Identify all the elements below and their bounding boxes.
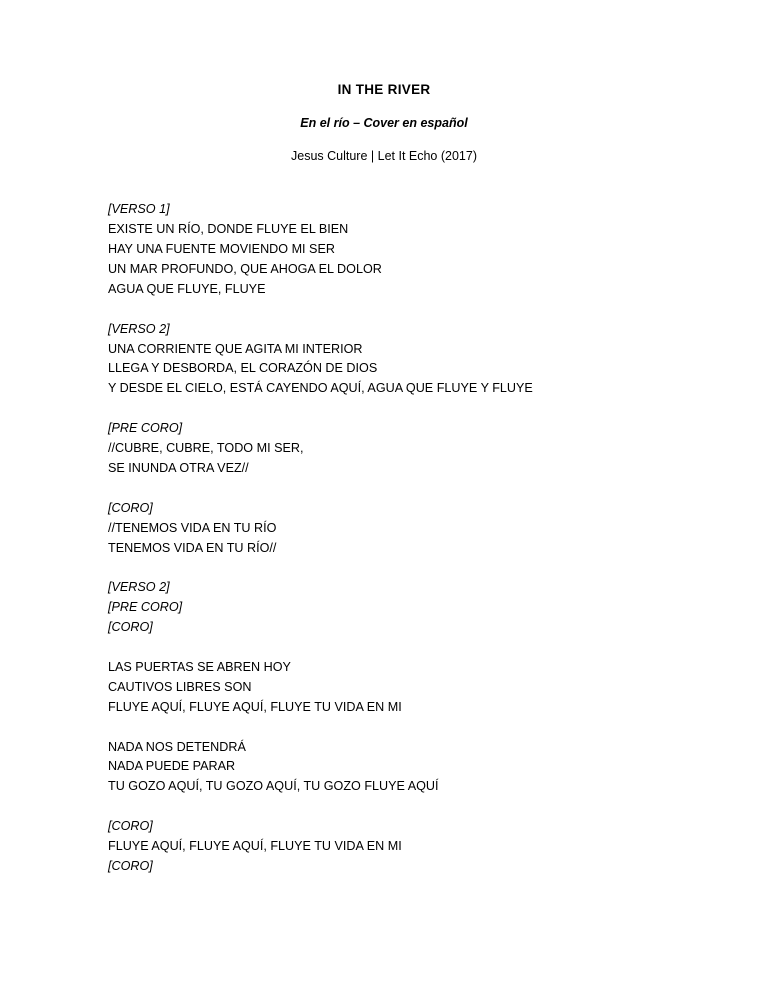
lyric-line: SE INUNDA OTRA VEZ//	[108, 460, 249, 475]
section-tag: [VERSO 2]	[108, 321, 170, 336]
lyric-line: UNA CORRIENTE QUE AGITA MI INTERIOR	[108, 341, 363, 356]
lyric-line: FLUYE AQUÍ, FLUYE AQUÍ, FLUYE TU VIDA EN MI	[108, 699, 402, 714]
lyric-line: NADA PUEDE PARAR	[108, 759, 236, 774]
section-tag: [VERSO 1]	[108, 202, 170, 217]
lyrics-body	[108, 200, 660, 877]
lyrics-block	[108, 817, 660, 877]
lyric-line: LAS PUERTAS SE ABREN HOY	[108, 659, 291, 674]
lyrics-block	[108, 200, 660, 300]
lyric-line: TENEMOS VIDA EN TU RÍO//	[108, 540, 277, 555]
page-credit: Jesus Culture | Let It Echo (2017)	[291, 149, 477, 164]
lyric-line: FLUYE AQUÍ, FLUYE AQUÍ, FLUYE TU VIDA EN MI	[108, 839, 402, 854]
lyric-line: UN MAR PROFUNDO, QUE AHOGA EL DOLOR	[108, 261, 382, 276]
lyrics-block	[108, 419, 660, 479]
lyric-line: TU GOZO AQUÍ, TU GOZO AQUÍ, TU GOZO FLUYE AQUÍ	[108, 779, 439, 794]
page-subtitle: En el río – Cover en español	[300, 116, 468, 131]
page-title: IN THE RIVER	[337, 82, 431, 97]
lyric-line: AGUA QUE FLUYE, FLUYE	[108, 281, 266, 296]
section-tag: [CORO]	[108, 500, 153, 515]
lyrics-block	[108, 738, 660, 798]
lyric-line: NADA NOS DETENDRÁ	[108, 739, 246, 754]
section-tag: [CORO]	[108, 620, 153, 635]
section-tag: [CORO]	[108, 858, 153, 873]
lyric-line: LLEGA Y DESBORDA, EL CORAZÓN DE DIOS	[108, 361, 378, 376]
section-tag: [VERSO 2]	[108, 580, 170, 595]
lyrics-block	[108, 658, 660, 718]
section-tag: [CORO]	[108, 819, 153, 834]
lyric-line: //TENEMOS VIDA EN TU RÍO	[108, 520, 277, 535]
lyric-line: Y DESDE EL CIELO, ESTÁ CAYENDO AQUÍ, AGUA QUE FLUYE Y FLUYE	[108, 381, 533, 396]
lyrics-block	[108, 320, 660, 400]
lyrics-block	[108, 499, 660, 559]
section-tag: [PRE CORO]	[108, 600, 183, 615]
lyric-line: //CUBRE, CUBRE, TODO MI SER,	[108, 441, 304, 456]
section-tag: [PRE CORO]	[108, 421, 183, 436]
lyric-line: HAY UNA FUENTE MOVIENDO MI SER	[108, 242, 335, 256]
lyrics-block	[108, 578, 660, 638]
lyric-line: EXISTE UN RÍO, DONDE FLUYE EL BIEN	[108, 222, 349, 237]
lyric-line: CAUTIVOS LIBRES SON	[108, 679, 252, 694]
